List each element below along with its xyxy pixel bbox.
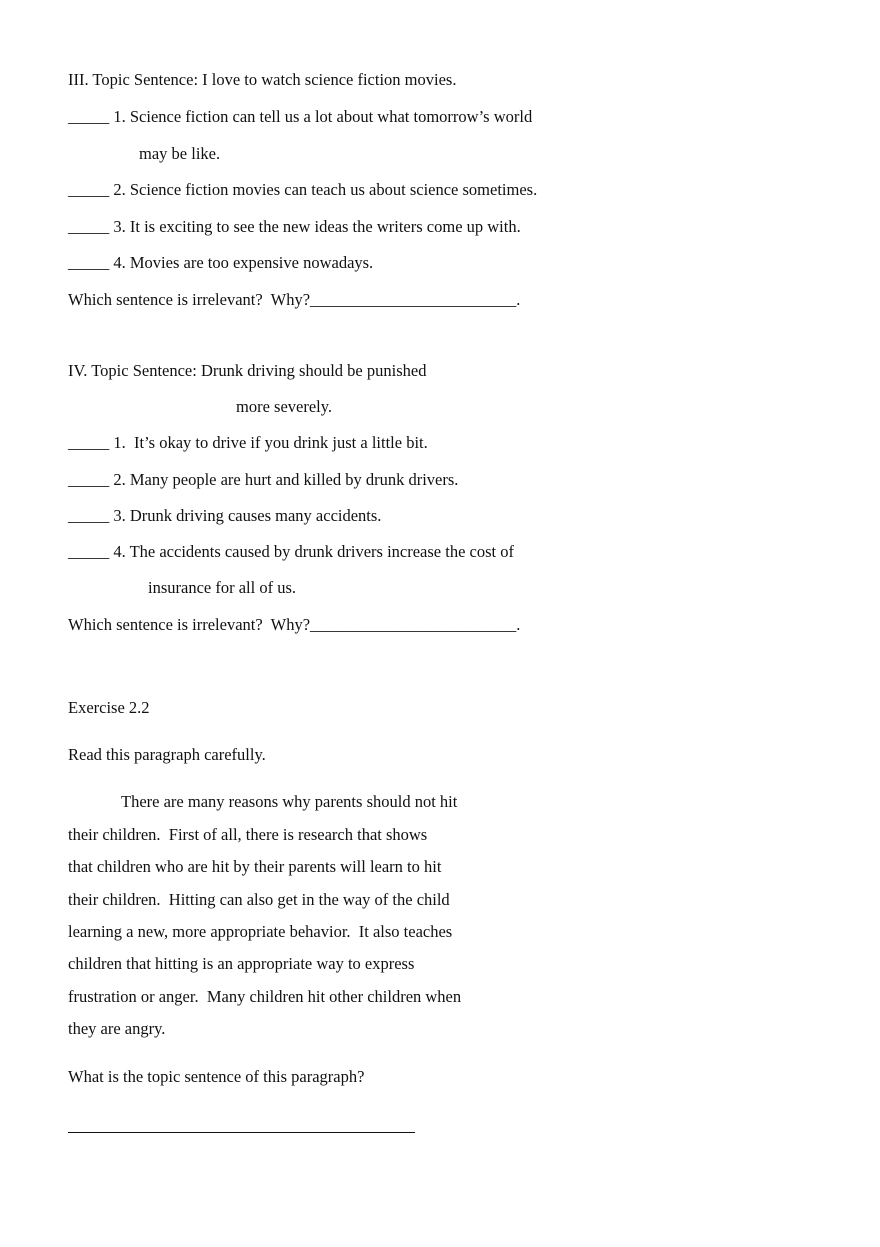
section-4-item-4: _____ 4. The accidents caused by drunk drivers increase the cost of	[68, 542, 514, 561]
section-3-item-1-continuation: may be like.	[139, 144, 221, 163]
section-3-item-1: _____ 1. Science fiction can tell us a lot about what tomorrow’s world	[68, 107, 533, 126]
answer-line[interactable]: _________________________	[310, 290, 517, 309]
paragraph-line: that children who are hit by their parents will learn to hit	[68, 857, 442, 876]
section-4-item-2: _____ 2. Many people are hurt and killed by drunk drivers.	[68, 470, 459, 489]
exercise-question: What is the topic sentence of this paragraph?	[68, 1067, 365, 1086]
paragraph-line: their children. Hitting can also get in the way of the child	[68, 890, 450, 909]
section-3-title: III. Topic Sentence: I love to watch science fiction movies.	[68, 70, 457, 89]
answer-blank[interactable]: _____	[68, 470, 110, 489]
answer-blank[interactable]: _____	[68, 107, 110, 126]
paragraph-line: learning a new, more appropriate behavior. It also teaches	[68, 922, 453, 941]
paragraph-line: their children. First of all, there is research that shows	[68, 825, 428, 844]
exercise-heading: Exercise 2.2	[68, 698, 150, 717]
answer-blank[interactable]: _____	[68, 506, 110, 525]
answer-line[interactable]	[68, 1132, 415, 1133]
paragraph-line: they are angry.	[68, 1019, 166, 1038]
section-3-item-4: _____ 4. Movies are too expensive nowadays.	[68, 253, 374, 272]
section-3-question: Which sentence is irrelevant? Why?_________________________.	[68, 290, 521, 309]
answer-blank[interactable]: _____	[68, 253, 110, 272]
section-4-question: Which sentence is irrelevant? Why?_________________________.	[68, 615, 521, 634]
section-4-title-continuation: more severely.	[236, 397, 333, 416]
answer-blank[interactable]: _____	[68, 542, 110, 561]
section-4-title: IV. Topic Sentence: Drunk driving should be punished	[68, 361, 427, 380]
answer-blank[interactable]: _____	[68, 217, 110, 236]
paragraph-line: There are many reasons why parents should not hit	[121, 792, 458, 811]
section-4-item-1: _____ 1. It’s okay to drive if you drink just a little bit.	[68, 433, 428, 452]
paragraph-line: children that hitting is an appropriate way to express	[68, 954, 415, 973]
paragraph-line: frustration or anger. Many children hit other children when	[68, 987, 462, 1006]
section-4-item-3: _____ 3. Drunk driving causes many accidents.	[68, 506, 382, 525]
answer-line[interactable]: _________________________	[310, 615, 517, 634]
exercise-instruction: Read this paragraph carefully.	[68, 745, 266, 764]
section-3-item-3: _____ 3. It is exciting to see the new ideas the writers come up with.	[68, 217, 521, 236]
section-4-item-4-continuation: insurance for all of us.	[148, 578, 296, 597]
section-3-item-2: _____ 2. Science fiction movies can teach us about science sometimes.	[68, 180, 538, 199]
answer-blank[interactable]: _____	[68, 433, 110, 452]
answer-blank[interactable]: _____	[68, 180, 110, 199]
